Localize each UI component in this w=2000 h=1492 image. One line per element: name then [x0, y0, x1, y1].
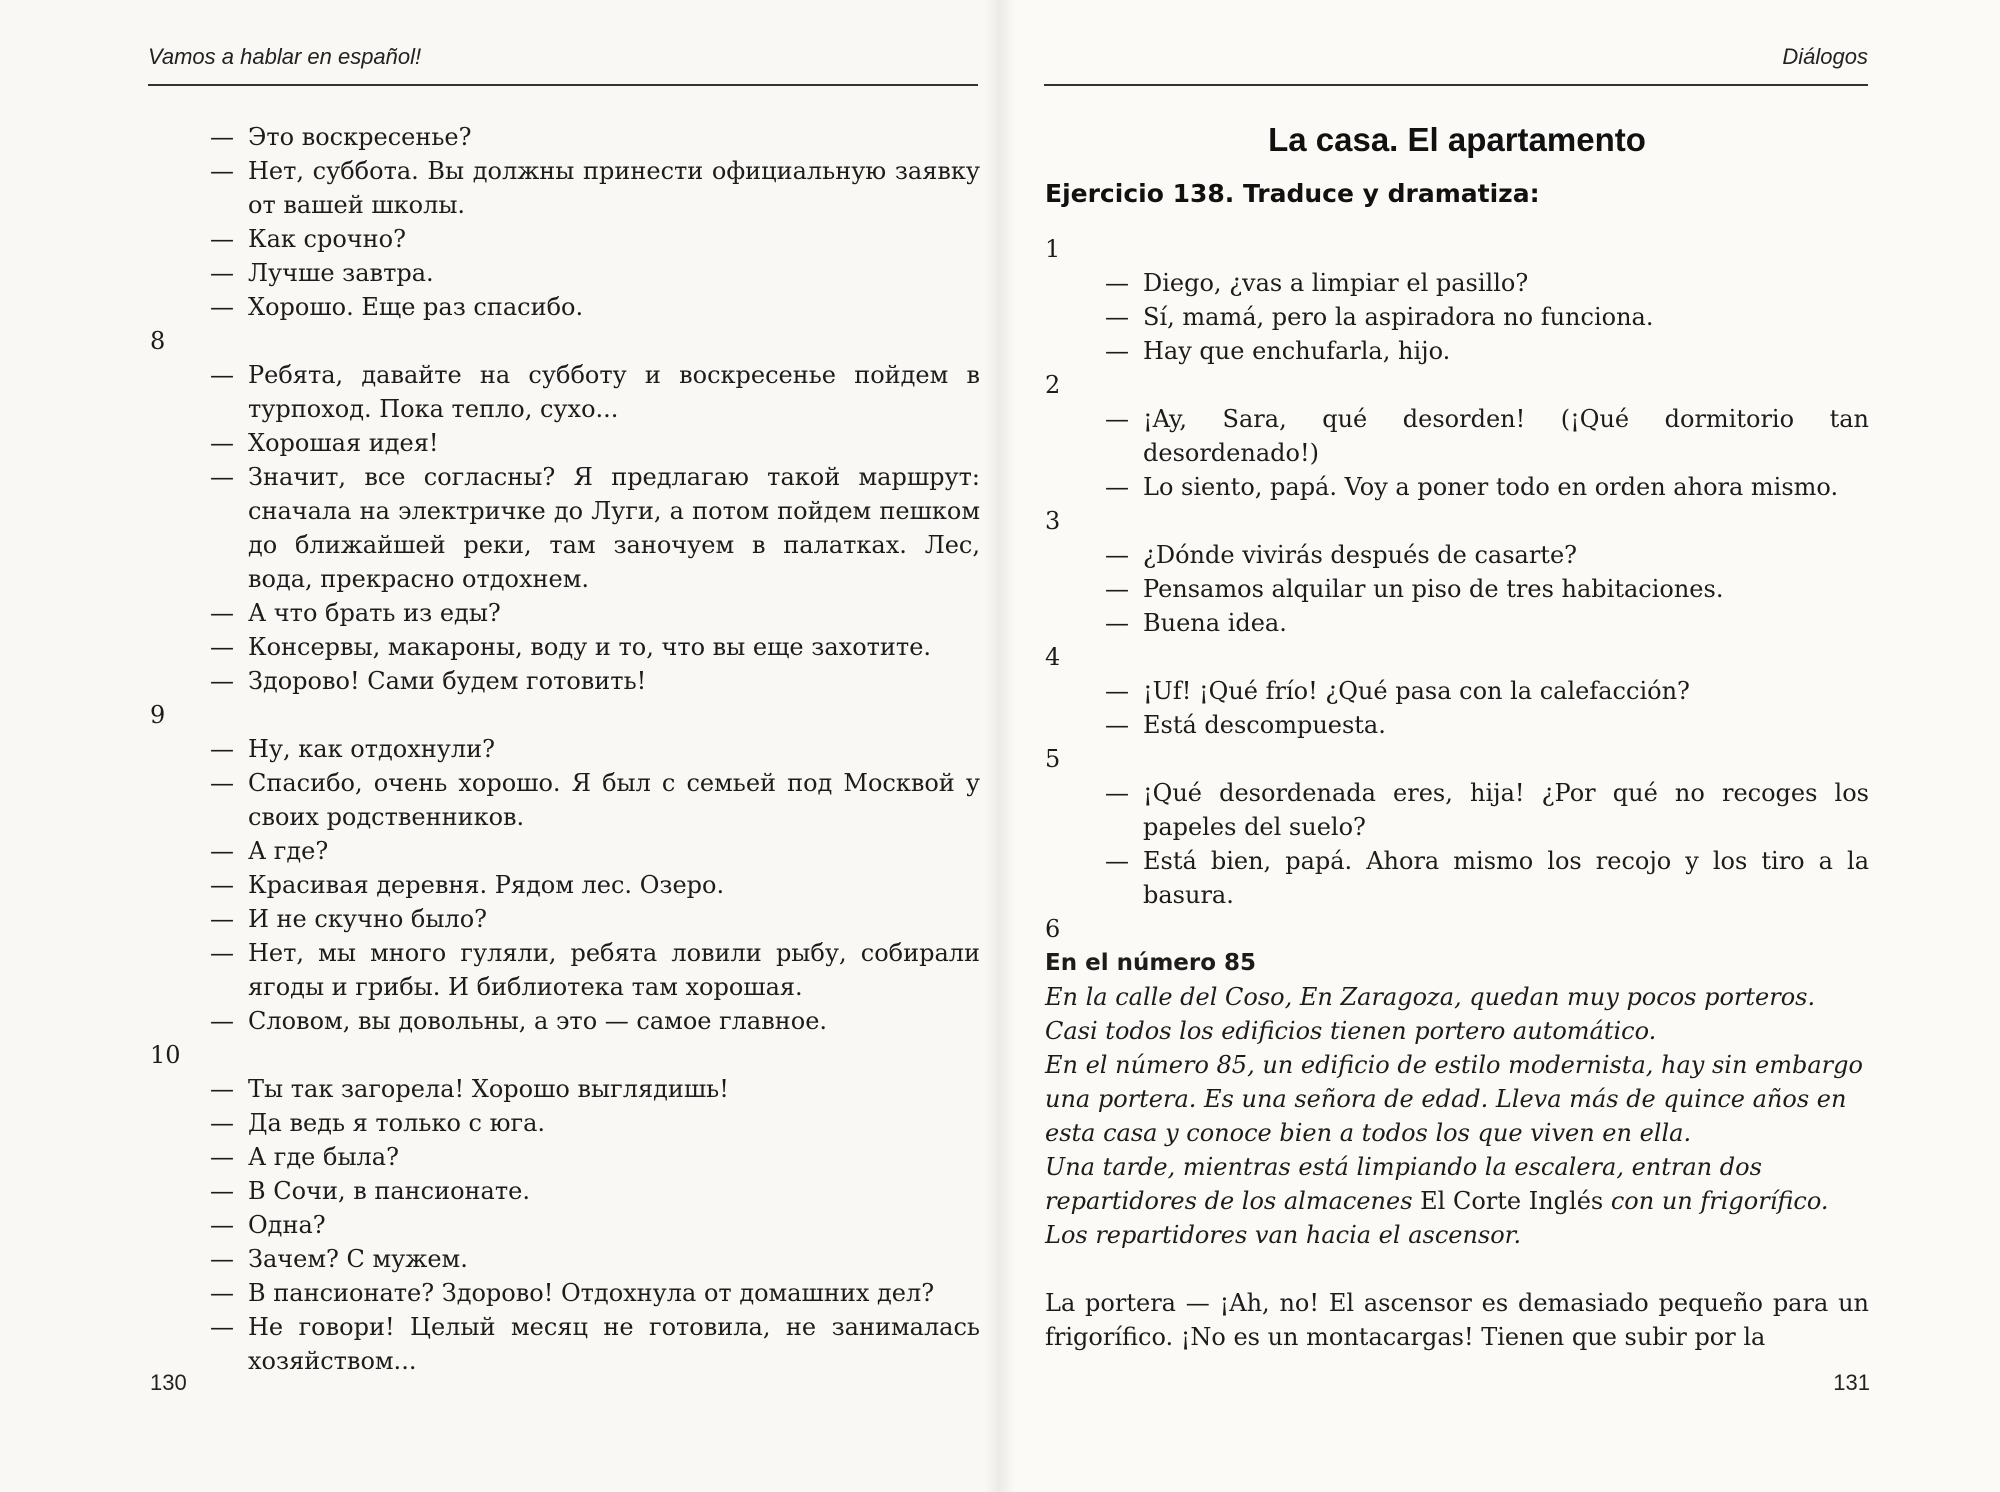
dash-mark: —: [210, 361, 234, 389]
header-rule-left: [148, 84, 978, 86]
running-head-right: Diálogos: [1782, 44, 1868, 69]
dialog-number: 9: [150, 701, 166, 729]
dialog-line: [150, 460, 980, 596]
dash-mark: —: [210, 225, 234, 253]
dialog-text: А где?: [248, 837, 329, 865]
dialog-line: [150, 1140, 980, 1174]
store-name: El Corte Inglés: [1420, 1187, 1604, 1215]
dash-mark: —: [1105, 847, 1129, 875]
dialog-line: [150, 222, 980, 256]
dash-mark: —: [1105, 711, 1129, 739]
dialog-text: Pensamos alquilar un piso de tres habitaciones.: [1143, 575, 1724, 603]
dialog-text: Да ведь я только с юга.: [248, 1109, 545, 1137]
header-rule-right: [1044, 84, 1868, 86]
dialog-line: [150, 630, 980, 664]
dialog-line: [1045, 470, 1869, 504]
dialog-text: А где была?: [248, 1143, 399, 1171]
dash-mark: —: [1105, 541, 1129, 569]
dialog-text: Консервы, макароны, воду и то, что вы еще захотите.: [248, 633, 932, 661]
dialog-line: [150, 868, 980, 902]
dialog-text: Не говори! Целый месяц не готовила, не занималась хозяйством...: [248, 1313, 980, 1375]
dialog-line: [150, 902, 980, 936]
dialog-line: [150, 1174, 980, 1208]
dialog-text: А что брать из еды?: [248, 599, 501, 627]
dash-mark: —: [210, 735, 234, 763]
dash-mark: —: [210, 667, 234, 695]
dash-mark: —: [210, 1313, 234, 1341]
dialog-number: 2: [1045, 371, 1061, 399]
dialog-text: Одна?: [248, 1211, 326, 1239]
dialog-line: [150, 154, 980, 222]
dialog-line: [150, 120, 980, 154]
dialog-line: [1045, 572, 1869, 606]
story-subheading: En el número 85: [1045, 950, 1257, 976]
dialog-text: ¡Ay, Sara, qué desorden! (¡Qué dormitorio tan desordenado!): [1143, 405, 1869, 467]
dash-mark: —: [210, 1279, 234, 1307]
dialog-text: Hay que enchufarla, hijo.: [1143, 337, 1451, 365]
dash-mark: —: [210, 1245, 234, 1273]
dialog-text: Ребята, давайте на субботу и воскресенье пойдем в турпоход. Пока тепло, сухо...: [248, 361, 980, 423]
dialog-line: [1045, 674, 1869, 708]
dash-mark: —: [1105, 269, 1129, 297]
story-line: En el número 85, un edificio de estilo modernista, hay sin embargo una portera. Es una señora de edad. Lleva más de quince años en esta casa y conoce bien a todos los que viven en ella.: [1045, 1051, 1863, 1147]
dialog-line: [1045, 776, 1869, 844]
dialog-line: [150, 766, 980, 834]
dialog-text: Está descompuesta.: [1143, 711, 1386, 739]
dialog-text: Здорово! Сами будем готовить!: [248, 667, 647, 695]
dialog-text: Лучше завтра.: [248, 259, 434, 287]
dialog-text: Diego, ¿vas a limpiar el pasillo?: [1143, 269, 1529, 297]
dialog-line: [1045, 266, 1869, 300]
dialog-line: [150, 664, 980, 698]
dialog-text: Lo siento, papá. Voy a poner todo en orden ahora mismo.: [1143, 473, 1839, 501]
dash-mark: —: [1105, 779, 1129, 807]
dash-mark: —: [210, 905, 234, 933]
dialog-text: Está bien, papá. Ahora mismo los recojo y los tiro a la basura.: [1143, 847, 1869, 909]
dash-mark: —: [210, 1075, 234, 1103]
dash-mark: —: [210, 1211, 234, 1239]
dialog-number: 1: [1045, 235, 1061, 263]
dialog-text: Нет, суббота. Вы должны принести официальную заявку от вашей школы.: [248, 157, 980, 219]
dialog-line: [1045, 844, 1869, 912]
dialog-line: [1045, 708, 1869, 742]
dialog-number: 6: [1045, 915, 1061, 943]
dialog-line: [1045, 538, 1869, 572]
dialog-line: [150, 1106, 980, 1140]
page-title: La casa. El apartamento: [1268, 121, 1646, 158]
dialog-line: [150, 1310, 980, 1378]
dialog-text: Хорошо. Еще раз спасибо.: [248, 293, 584, 321]
dash-mark: —: [210, 633, 234, 661]
dialog-text: ¿Dónde vivirás después de casarte?: [1143, 541, 1578, 569]
page-number-left: 130: [150, 1370, 187, 1395]
dash-mark: —: [210, 157, 234, 185]
dash-mark: —: [1105, 405, 1129, 433]
dialog-line: [150, 1242, 980, 1276]
spacer: [1045, 1252, 1869, 1286]
story-paragraphs: [1045, 980, 1869, 1150]
dialog-line: [1045, 300, 1869, 334]
dash-mark: —: [1105, 677, 1129, 705]
story-line: En la calle del Coso, En Zaragoza, quedan muy pocos porteros.: [1045, 983, 1816, 1011]
dialog-text: Это воскресенье?: [248, 123, 472, 151]
dialog-text: Sí, mamá, pero la aspiradora no funciona.: [1143, 303, 1654, 331]
dash-mark: —: [210, 599, 234, 627]
dash-mark: —: [210, 429, 234, 457]
dash-mark: —: [210, 463, 234, 491]
page-number-right: 131: [1833, 1370, 1870, 1395]
dialog-text: В пансионате? Здорово! Отдохнула от домашних дел?: [248, 1279, 935, 1307]
dash-mark: —: [210, 1109, 234, 1137]
dialog-line: [150, 596, 980, 630]
dialog-line: [1045, 606, 1869, 640]
dash-mark: —: [1105, 609, 1129, 637]
dialog-line: [150, 1072, 980, 1106]
dialog-text: Зачем? С мужем.: [248, 1245, 468, 1273]
left-page-content: [150, 120, 980, 1378]
dash-mark: —: [1105, 337, 1129, 365]
dialog-line: [150, 732, 980, 766]
running-head-left: Vamos a hablar en español!: [148, 44, 422, 69]
dash-mark: —: [210, 769, 234, 797]
dash-mark: —: [210, 939, 234, 967]
dialog-text: Ну, как отдохнули?: [248, 735, 495, 763]
dialog-number: 8: [150, 327, 166, 355]
dialog-line: [150, 936, 980, 1004]
dialog-number: 10: [150, 1041, 181, 1069]
dialog-text: ¡Qué desordenada eres, hija! ¿Por qué no recoges los papeles del suelo?: [1143, 779, 1869, 841]
dialog-line: [150, 426, 980, 460]
dash-mark: —: [210, 871, 234, 899]
dialog-line: [150, 1004, 980, 1038]
dialog-number: 4: [1045, 643, 1061, 671]
dialog-line: [150, 290, 980, 324]
dash-mark: —: [1105, 473, 1129, 501]
dialog-line: [150, 256, 980, 290]
dash-mark: —: [210, 259, 234, 287]
story-dialog: La portera — ¡Ah, no! El ascensor es demasiado pequeño para un frigorífico. ¡No es un montacargas! Tienen que subir por la: [1045, 1289, 1869, 1351]
dash-mark: —: [1105, 575, 1129, 603]
dash-mark: —: [210, 1143, 234, 1171]
dash-mark: —: [210, 293, 234, 321]
dialog-list: [1045, 232, 1869, 946]
dialog-text: Красивая деревня. Рядом лес. Озеро.: [248, 871, 725, 899]
dialog-text: Спасибо, очень хорошо. Я был с семьей под Москвой у своих родственников.: [248, 769, 980, 831]
exercise-heading: Ejercicio 138. Traduce y dramatiza:: [1045, 179, 1540, 208]
dialog-text: Buena idea.: [1143, 609, 1287, 637]
dialog-text: Нет, мы много гуляли, ребята ловили рыбу, собирали ягоды и грибы. И библиотека там хорошая.: [248, 939, 980, 1001]
story-line: Los repartidores van hacia el ascensor.: [1045, 1221, 1522, 1249]
dialog-text: ¡Uf! ¡Qué frío! ¿Qué pasa con la calefacción?: [1143, 677, 1690, 705]
dialog-text: Ты так загорела! Хорошо выглядишь!: [248, 1075, 729, 1103]
dialog-line: [150, 358, 980, 426]
dash-mark: —: [210, 123, 234, 151]
dash-mark: —: [210, 837, 234, 865]
dialog-line: [1045, 334, 1869, 368]
dialog-line: [150, 1276, 980, 1310]
book-gutter: [985, 0, 1015, 1492]
dash-mark: —: [1105, 303, 1129, 331]
story-line: Una tarde, mientras está limpiando la escalera, entran dos repartidores de los almacenes El Corte Inglés con un frigorífico.: [1045, 1153, 1829, 1215]
dialog-line: [1045, 402, 1869, 470]
dialog-number: 5: [1045, 745, 1061, 773]
dialog-line: [150, 834, 980, 868]
dash-mark: —: [210, 1007, 234, 1035]
right-page-content: [1045, 118, 1869, 1354]
dash-mark: —: [210, 1177, 234, 1205]
dialog-text: Словом, вы довольны, а это — самое главное.: [248, 1007, 828, 1035]
dialog-number: 3: [1045, 507, 1061, 535]
story-line: Casi todos los edificios tienen portero automático.: [1045, 1017, 1657, 1045]
dialog-text: Значит, все согласны? Я предлагаю такой маршрут: сначала на электричке до Луги, а потом пойдем пешком до ближайшей реки, там заночуем в палатках. Лес, вода, прекрасно отдохнем.: [248, 463, 980, 593]
dialog-text: И не скучно было?: [248, 905, 488, 933]
dialog-line: [150, 1208, 980, 1242]
right-page: [1000, 0, 2000, 1492]
dialog-text: Как срочно?: [248, 225, 406, 253]
dialog-text: Хорошая идея!: [248, 429, 439, 457]
dialog-text: В Сочи, в пансионате.: [248, 1177, 530, 1205]
